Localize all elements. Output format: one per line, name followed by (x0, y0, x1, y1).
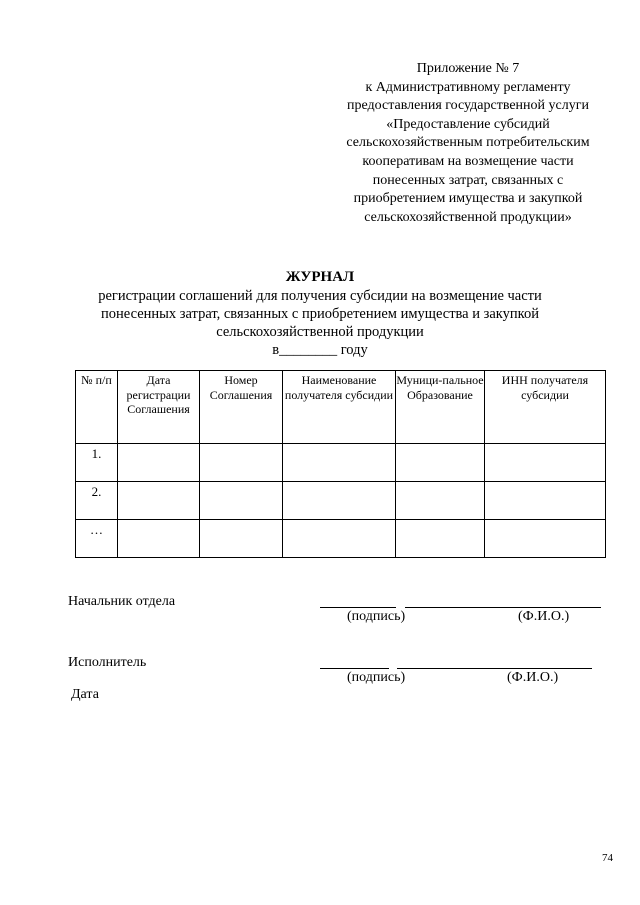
annex-block (318, 60, 618, 227)
table-cell (200, 520, 283, 558)
annex-line: кооперативам на возмещение части (362, 153, 574, 169)
header-cell-municipality: Муници-пальное Образование (396, 371, 485, 444)
table-cell (396, 444, 485, 482)
date-label: Дата (71, 687, 99, 702)
executor-name-line (397, 668, 592, 669)
table-header-row (76, 371, 606, 444)
table-row (76, 520, 606, 558)
annex-line: к Административному регламенту (365, 79, 571, 95)
table-cell (485, 482, 606, 520)
table-row (76, 482, 606, 520)
table-cell (200, 444, 283, 482)
header-cell-agreement-number: Номер Соглашения (200, 371, 283, 444)
table-cell (283, 482, 396, 520)
journal-title: ЖУРНАЛ (285, 269, 355, 285)
table-cell (283, 520, 396, 558)
head-name-caption: (Ф.И.О.) (518, 609, 570, 624)
executor-name-caption: (Ф.И.О.) (507, 670, 559, 685)
table-cell (118, 520, 200, 558)
annex-line: Приложение № 7 (416, 61, 520, 76)
journal-year-line: в________ году (272, 342, 368, 358)
table-cell (396, 482, 485, 520)
journal-subtitle-line: регистрации соглашений для получения субсидии на возмещение части (98, 288, 542, 304)
header-cell-inn: ИНН получателя субсидии (485, 371, 606, 444)
head-signature-caption: (подпись) (347, 609, 406, 624)
head-signature-line (320, 607, 396, 608)
table-cell (118, 444, 200, 482)
table-cell (485, 444, 606, 482)
annex-line: понесенных затрат, связанных с (372, 172, 564, 188)
row-number-cell: 2. (76, 482, 118, 520)
table-cell (485, 520, 606, 558)
table-cell (118, 482, 200, 520)
executor-signature-line (320, 668, 389, 669)
annex-line: предоставления государственной услуги (347, 98, 589, 114)
row-number-cell: 1. (76, 444, 118, 482)
executor-label: Исполнитель (68, 655, 147, 670)
table-cell (200, 482, 283, 520)
annex-line: сельскохозяйственным потребительским (346, 135, 590, 151)
page-number: 74 (602, 852, 613, 864)
journal-subtitle-line: понесенных затрат, связанных с приобретением имущества и закупкой (101, 306, 539, 322)
head-name-line (405, 607, 601, 608)
annex-line: приобретением имущества и закупкой (353, 191, 583, 207)
annex-line: «Предоставление субсидий (386, 116, 550, 132)
head-of-department-label: Начальник отдела (68, 594, 176, 609)
journal-subtitle-line: сельскохозяйственной продукции (216, 324, 424, 340)
row-number-cell: … (76, 520, 118, 558)
header-cell-number: № п/п (76, 371, 118, 444)
annex-line: сельскохозяйственной продукции» (364, 209, 572, 225)
journal-title-block (60, 268, 580, 359)
table-cell (283, 444, 396, 482)
executor-signature-caption: (подпись) (347, 670, 406, 685)
table-cell (396, 520, 485, 558)
table-row (76, 444, 606, 482)
header-cell-recipient-name: Наименование получателя субсидии (283, 371, 396, 444)
header-cell-registration-date: Дата регистрации Соглашения (118, 371, 200, 444)
registration-table (75, 370, 606, 558)
